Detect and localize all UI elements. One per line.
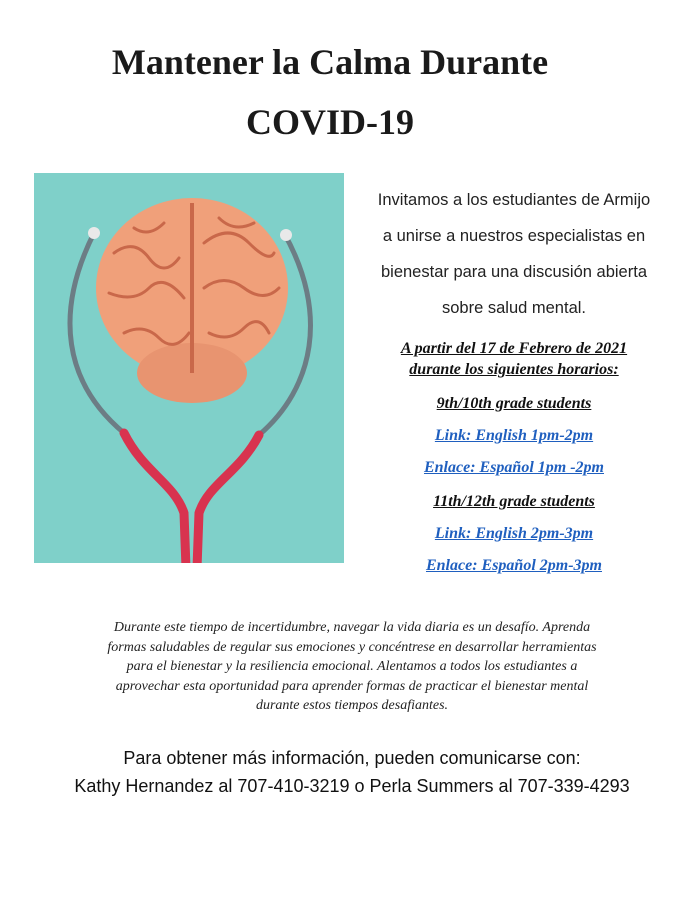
grade-group-11-12-label: 11th/12th grade students (433, 493, 595, 510)
link-english-11-12[interactable]: Link: English 2pm-3pm (434, 525, 594, 542)
intro-line: sobre salud mental. (442, 299, 586, 317)
contact-line-1: Para obtener más información, pueden comunicarse con: (123, 748, 581, 768)
paragraph-line: Durante este tiempo de incertidumbre, navegar la vida diaria es un desafío. Aprenda (113, 620, 591, 635)
grade-group-9-10-label: 9th/10th grade students (436, 395, 592, 412)
link-spanish-9-10[interactable]: Enlace: Español 1pm -2pm (423, 459, 604, 476)
paragraph-line: formas saludables de regular sus emociones y concéntrese en desarrollar herramientas (107, 639, 597, 655)
schedule-heading-line-2: durante los siguientes horarios: (409, 361, 619, 378)
contact-info (20, 744, 684, 800)
brain-stethoscope-icon (34, 173, 344, 563)
description-paragraph (40, 618, 664, 716)
paragraph-line: para el bienestar y la resiliencia emocional. Alentamos a todos los estudiantes a (126, 659, 578, 674)
paragraph-line: aprovechar esta oportunidad para aprender formas de practicar el bienestar mental (115, 678, 589, 694)
intro-line: bienestar para una discusión abierta (380, 263, 647, 281)
link-spanish-11-12[interactable]: Enlace: Español 2pm-3pm (425, 557, 602, 574)
contact-line-2: Kathy Hernandez al 707-410-3219 o Perla Summers al 707-339-4293 (74, 776, 630, 796)
page-title-line-1: Mantener la Calma Durante (111, 42, 549, 82)
intro-text (348, 182, 680, 326)
schedule-section (348, 338, 680, 576)
schedule-heading-line-1: A partir del 17 de Febrero de 2021 (400, 340, 628, 357)
paragraph-line: durante estos tiempos desafiantes. (255, 698, 449, 713)
intro-line: a unirse a nuestros especialistas en (382, 227, 646, 245)
page-title-line-2: COVID-19 (246, 102, 414, 142)
link-english-9-10[interactable]: Link: English 1pm-2pm (434, 427, 594, 444)
brain-stethoscope-image (34, 173, 344, 563)
intro-line: Invitamos a los estudiantes de Armijo (377, 191, 651, 209)
